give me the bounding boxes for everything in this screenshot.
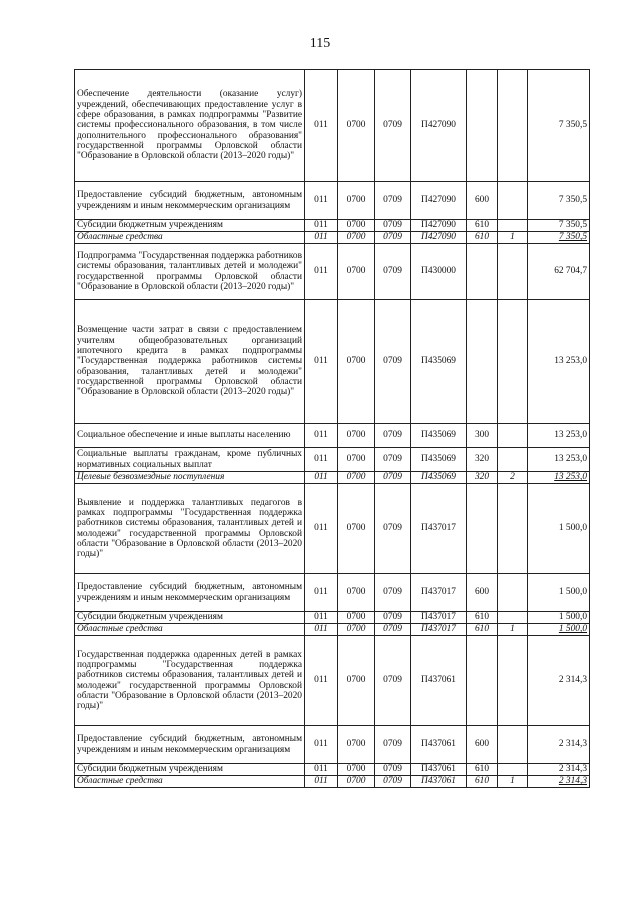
cell-subsection-code: 0709 [375,726,411,764]
table-row [75,182,590,220]
cell-expense-type [467,70,498,182]
cell-funding-source [498,726,528,764]
cell-funding-source [498,764,528,776]
table-row [75,574,590,612]
cell-name: Социальные выплаты гражданам, кроме публичных нормативных социальных выплат [75,448,305,472]
cell-ved-code: 011 [305,764,338,776]
table-row [75,300,590,424]
cell-section-code: 0700 [338,232,375,244]
cell-expense-type: 300 [467,424,498,448]
budget-table-body [75,70,590,788]
cell-target-article: П437061 [411,764,467,776]
table-row [75,636,590,726]
cell-funding-source [498,220,528,232]
cell-amount: 13 253,0 [528,472,590,484]
cell-name: Государственная поддержка одаренных детей в рамках подпрограммы "Государственная поддержка работников системы образования, талантливых детей и молодежи" государственной программы Орловской области "Образование в Орловской области (2013–2020 годы)" [75,636,305,726]
cell-section-code: 0700 [338,448,375,472]
cell-subsection-code: 0709 [375,776,411,788]
cell-ved-code: 011 [305,624,338,636]
cell-funding-source [498,574,528,612]
cell-target-article: П437017 [411,624,467,636]
cell-subsection-code: 0709 [375,624,411,636]
cell-subsection-code: 0709 [375,764,411,776]
cell-ved-code: 011 [305,448,338,472]
cell-section-code: 0700 [338,244,375,300]
cell-amount: 7 350,5 [528,182,590,220]
cell-ved-code: 011 [305,300,338,424]
cell-target-article: П435069 [411,472,467,484]
table-row [75,484,590,574]
table-row [75,612,590,624]
cell-name: Субсидии бюджетным учреждениям [75,612,305,624]
cell-expense-type: 610 [467,220,498,232]
cell-subsection-code: 0709 [375,574,411,612]
cell-target-article: П435069 [411,300,467,424]
cell-amount: 7 350,5 [528,70,590,182]
cell-funding-source [498,182,528,220]
cell-subsection-code: 0709 [375,232,411,244]
cell-name: Областные средства [75,776,305,788]
cell-name: Предоставление субсидий бюджетным, автономным учреждениям и иным некоммерческим организациям [75,726,305,764]
cell-target-article: П437017 [411,612,467,624]
cell-section-code: 0700 [338,636,375,726]
cell-funding-source [498,448,528,472]
cell-section-code: 0700 [338,484,375,574]
cell-target-article: П430000 [411,244,467,300]
table-row [75,624,590,636]
cell-expense-type [467,636,498,726]
cell-amount: 2 314,3 [528,726,590,764]
cell-funding-source [498,244,528,300]
cell-name: Социальное обеспечение и иные выплаты населению [75,424,305,448]
table-row [75,726,590,764]
cell-funding-source: 2 [498,472,528,484]
cell-expense-type: 320 [467,472,498,484]
cell-expense-type: 610 [467,612,498,624]
cell-expense-type: 610 [467,776,498,788]
cell-target-article: П437017 [411,574,467,612]
cell-section-code: 0700 [338,726,375,764]
cell-subsection-code: 0709 [375,472,411,484]
cell-subsection-code: 0709 [375,244,411,300]
cell-ved-code: 011 [305,232,338,244]
cell-name: Подпрограмма "Государственная поддержка работников системы образования, талантливых детей и молодежи" государственной программы Орловской области "Образование в Орловской области (2013–2020 годы)" [75,244,305,300]
cell-name: Целевые безвозмездные поступления [75,472,305,484]
cell-section-code: 0700 [338,472,375,484]
cell-subsection-code: 0709 [375,448,411,472]
cell-ved-code: 011 [305,182,338,220]
cell-name: Обеспечение деятельности (оказание услуг) учреждений, обеспечивающих предоставление услуг в сфере образования, в рамках подпрограммы "Развитие системы профессионального образования, в том числе дополнительного профессионального образования" государственной программы Орловской области "Образование в Орловской области (2013–2020 годы)" [75,70,305,182]
cell-funding-source [498,424,528,448]
cell-expense-type: 320 [467,448,498,472]
cell-name: Областные средства [75,624,305,636]
cell-amount: 13 253,0 [528,300,590,424]
cell-funding-source: 1 [498,776,528,788]
cell-target-article: П427090 [411,70,467,182]
cell-subsection-code: 0709 [375,300,411,424]
cell-target-article: П437061 [411,726,467,764]
cell-section-code: 0700 [338,624,375,636]
cell-section-code: 0700 [338,70,375,182]
table-row [75,232,590,244]
cell-ved-code: 011 [305,472,338,484]
page-number: 115 [309,36,331,51]
cell-funding-source [498,300,528,424]
cell-target-article: П437017 [411,484,467,574]
cell-ved-code: 011 [305,484,338,574]
table-row [75,244,590,300]
cell-name: Субсидии бюджетным учреждениям [75,220,305,232]
table-row [75,776,590,788]
cell-amount: 1 500,0 [528,612,590,624]
cell-section-code: 0700 [338,776,375,788]
cell-amount: 2 314,3 [528,764,590,776]
cell-section-code: 0700 [338,612,375,624]
cell-ved-code: 011 [305,726,338,764]
cell-amount: 1 500,0 [528,484,590,574]
cell-funding-source [498,612,528,624]
cell-target-article: П435069 [411,448,467,472]
cell-amount: 7 350,5 [528,220,590,232]
cell-section-code: 0700 [338,300,375,424]
cell-subsection-code: 0709 [375,70,411,182]
cell-expense-type: 610 [467,764,498,776]
cell-target-article: П437061 [411,776,467,788]
cell-expense-type: 610 [467,624,498,636]
cell-expense-type [467,244,498,300]
cell-expense-type: 600 [467,574,498,612]
cell-expense-type: 610 [467,232,498,244]
cell-expense-type: 600 [467,726,498,764]
cell-subsection-code: 0709 [375,636,411,726]
cell-ved-code: 011 [305,612,338,624]
cell-ved-code: 011 [305,220,338,232]
table-row [75,472,590,484]
cell-subsection-code: 0709 [375,484,411,574]
table-row [75,424,590,448]
cell-amount: 2 314,3 [528,776,590,788]
cell-amount: 1 500,0 [528,624,590,636]
cell-ved-code: 011 [305,574,338,612]
cell-name: Предоставление субсидий бюджетным, автономным учреждениям и иным некоммерческим организациям [75,574,305,612]
cell-target-article: П427090 [411,182,467,220]
cell-funding-source [498,484,528,574]
cell-ved-code: 011 [305,424,338,448]
budget-table [74,69,590,788]
cell-ved-code: 011 [305,244,338,300]
cell-funding-source: 1 [498,624,528,636]
cell-name: Областные средства [75,232,305,244]
cell-subsection-code: 0709 [375,424,411,448]
cell-subsection-code: 0709 [375,612,411,624]
cell-expense-type [467,484,498,574]
cell-name: Выявление и поддержка талантливых педагогов в рамках подпрограммы "Государственная поддержка работников системы образования, талантливых детей и молодежи" государственной программы Орловской области "Образование в Орловской области (2013–2020 годы)" [75,484,305,574]
cell-amount: 13 253,0 [528,424,590,448]
cell-funding-source [498,636,528,726]
cell-name: Субсидии бюджетным учреждениям [75,764,305,776]
cell-section-code: 0700 [338,220,375,232]
cell-subsection-code: 0709 [375,182,411,220]
cell-section-code: 0700 [338,182,375,220]
cell-target-article: П427090 [411,220,467,232]
cell-amount: 62 704,7 [528,244,590,300]
cell-target-article: П435069 [411,424,467,448]
cell-name: Предоставление субсидий бюджетным, автономным учреждениям и иным некоммерческим организациям [75,182,305,220]
cell-amount: 1 500,0 [528,574,590,612]
table-row [75,764,590,776]
cell-ved-code: 011 [305,776,338,788]
cell-target-article: П437061 [411,636,467,726]
cell-expense-type [467,300,498,424]
cell-section-code: 0700 [338,764,375,776]
cell-subsection-code: 0709 [375,220,411,232]
cell-funding-source [498,70,528,182]
cell-ved-code: 011 [305,70,338,182]
cell-ved-code: 011 [305,636,338,726]
cell-amount: 2 314,3 [528,636,590,726]
table-row [75,70,590,182]
table-row [75,220,590,232]
cell-section-code: 0700 [338,574,375,612]
cell-funding-source: 1 [498,232,528,244]
cell-name: Возмещение части затрат в связи с предоставлением учителям общеобразовательных организаций ипотечного кредита в рамках подпрограммы "Государственная поддержка работников системы образования, талантливых детей и молодежи" государственной программы Орловской области "Образование в Орловской области (2013–2020 годы)" [75,300,305,424]
cell-amount: 13 253,0 [528,448,590,472]
cell-target-article: П427090 [411,232,467,244]
cell-amount: 7 350,5 [528,232,590,244]
cell-expense-type: 600 [467,182,498,220]
table-row [75,448,590,472]
cell-section-code: 0700 [338,424,375,448]
